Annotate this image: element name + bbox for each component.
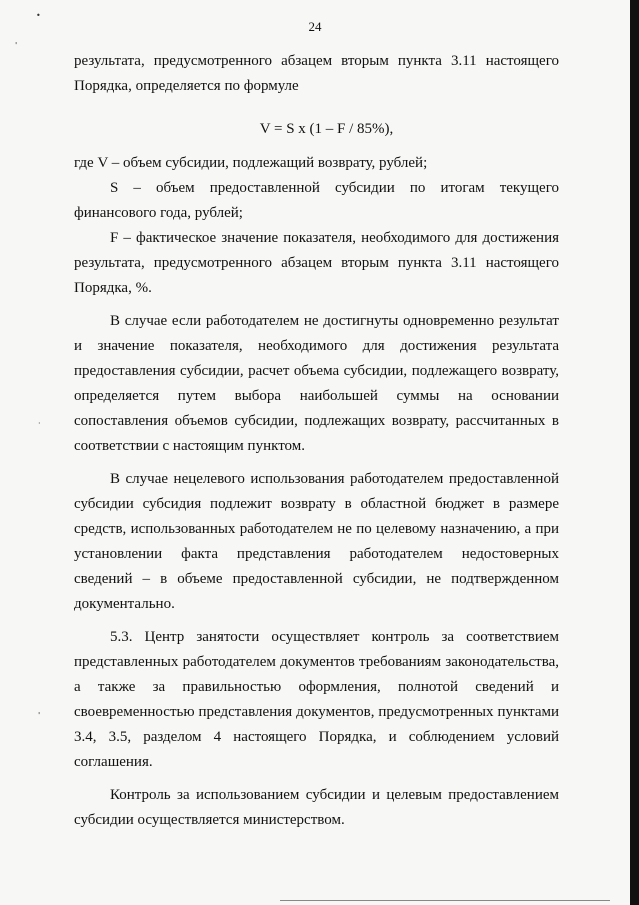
paragraph-f-definition: F – фактическое значение показателя, необходимого для достижения результата, предусмотренного абзацем вторым пункта 3.11 настоящего Порядка, %. bbox=[74, 230, 559, 296]
scan-page-edge bbox=[630, 0, 639, 905]
scan-speck: • bbox=[36, 11, 41, 20]
paragraph-misuse: В случае нецелевого использования работодателем предоставленной субсидии субсидия подлежит возврату в областной бюджет в размере средств, использованных работодателем не по целевому назначению, а при установлении факта представления работодателем недостоверных сведений – в объеме предоставленной субсидии, не подтвержденном документально. bbox=[74, 471, 559, 612]
page-number: 24 bbox=[308, 19, 322, 34]
scan-speck: ' bbox=[15, 41, 18, 50]
paragraph-result-intro: результата, предусмотренного абзацем вторым пункта 3.11 настоящего Порядка, определяется по формуле bbox=[74, 53, 559, 94]
formula: V = S x (1 – F / 85%), bbox=[259, 121, 394, 137]
scan-speck: ' bbox=[38, 711, 41, 720]
paragraph-control-center: 5.3. Центр занятости осуществляет контроль за соответствием представленных работодателем документов требованиям законодательства, а также за правильностью оформления, полнотой сведений и своевременностью представления документов, предусмотренных пунктами 3.4, 3.5, разделом 4 настоящего Порядка, и соблюдением условий соглашения. bbox=[74, 629, 559, 770]
paragraph-control-ministry: Контроль за использованием субсидии и целевым предоставлением субсидии осуществляется министерством. bbox=[74, 787, 559, 828]
paragraph-both-not-achieved: В случае если работодателем не достигнуты одновременно результат и значение показателя, необходимого для достижения результата предоставления субсидии, расчет объема субсидии, подлежащего возврату, определяется путем выбора наибольшей суммы на основании сопоставления объемов субсидии, подлежащих возврату, рассчитанных в соответствии с настоящим пунктом. bbox=[74, 313, 559, 454]
paragraph-s-definition: S – объем предоставленной субсидии по итогам текущего финансового года, рублей; bbox=[74, 180, 559, 221]
document-body bbox=[74, 49, 559, 833]
scan-bottom-line bbox=[280, 900, 610, 901]
scan-speck: · bbox=[38, 419, 41, 428]
paragraph-v-definition: где V – объем субсидии, подлежащий возврату, рублей; bbox=[74, 155, 428, 171]
